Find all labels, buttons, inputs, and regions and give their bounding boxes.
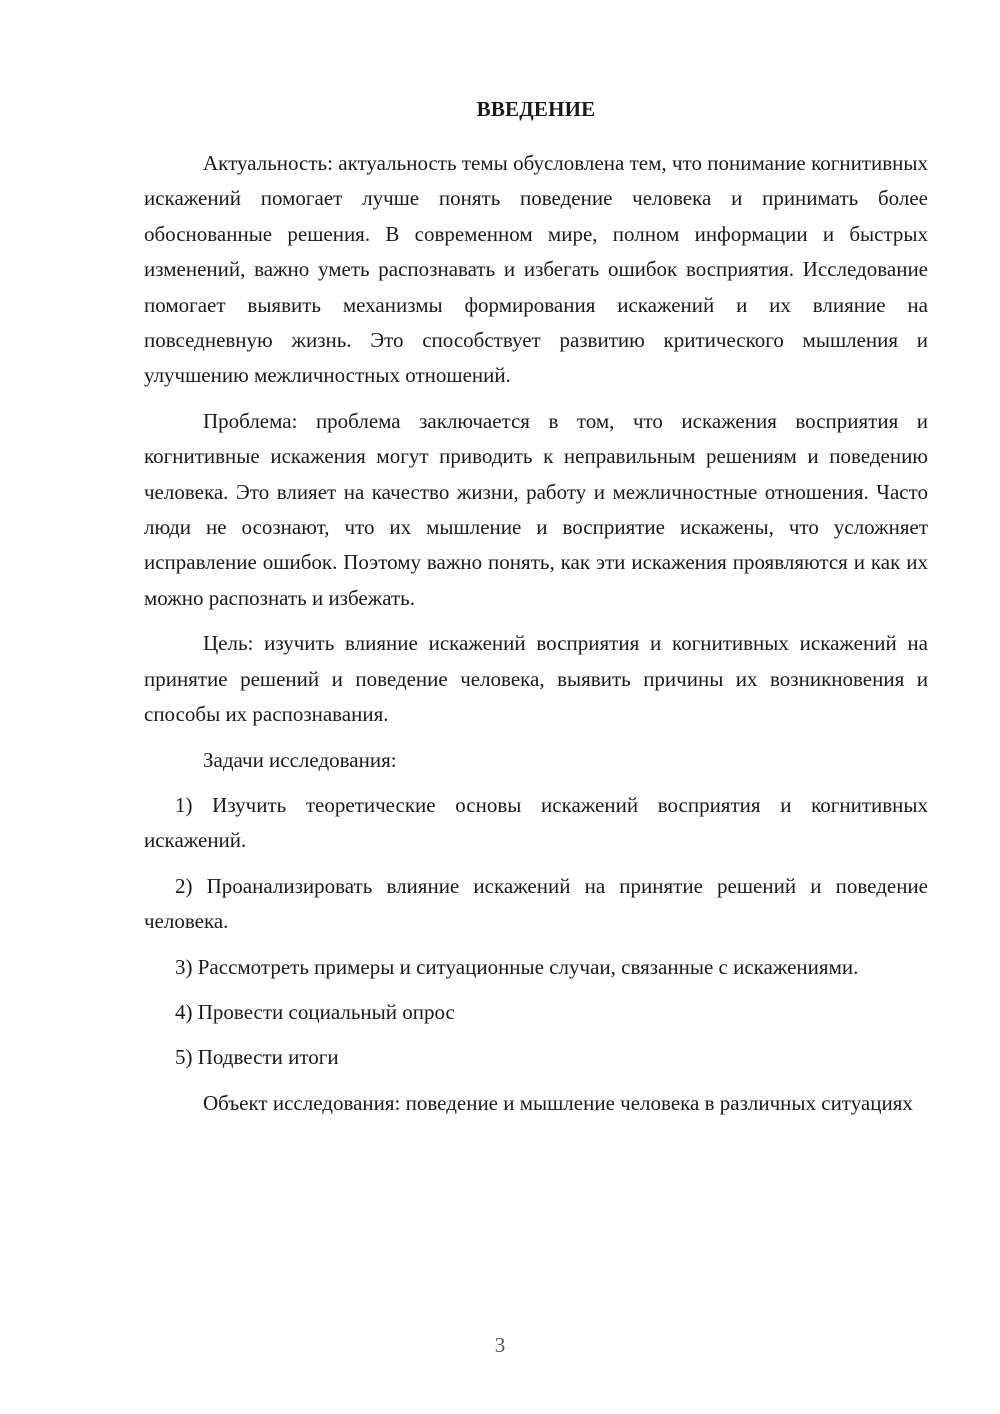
paragraph-relevance: Актуальность: актуальность темы обусловлена тем, что понимание когнитивных искажений помогает лучше понять поведение человека и принимать более обоснованные решения. В современном мире, полном информации и быстрых изменений, важно уметь распознавать и избегать ошибок восприятия. Исследование помогает выявить механизмы формирования искажений и их влияние на повседневную жизнь. Это способствует развитию критического мышления и улучшению межличностных отношений. (144, 151, 928, 388)
paragraph-problem: Проблема: проблема заключается в том, что искажения восприятия и когнитивные искажения могут приводить к неправильным решениям и поведению человека. Это влияет на качество жизни, работу и межличностные отношения. Часто люди не осознают, что их мышление и восприятие искажены, что усложняет исправление ошибок. Поэтому важно понять, как эти искажения проявляются и как их можно распознать и избежать. (144, 408, 928, 610)
task-item-5: 5) Подвести итоги (175, 1045, 339, 1070)
section-title: ВВЕДЕНИЕ (476, 97, 596, 121)
task-item-1: 1) Изучить теоретические основы искажений восприятия и когнитивных искажений. (144, 792, 928, 853)
paragraph-object: Объект исследования: поведение и мышление человека в различных ситуациях (203, 1090, 913, 1115)
task-item-3: 3) Рассмотреть примеры и ситуационные случаи, связанные с искажениями. (175, 954, 859, 979)
paragraph-goal: Цель: изучить влияние искажений восприятия и когнитивных искажений на принятие решений и поведение человека, выявить причины их возникновения и способы их распознавания. (144, 631, 928, 727)
paragraph-tasks-heading: Задачи исследования: (203, 747, 397, 772)
task-item-2: 2) Проанализировать влияние искажений на принятие решений и поведение человека. (144, 873, 928, 934)
title-spacer (144, 127, 928, 146)
page-number: 3 (494, 1333, 506, 1357)
document-page (144, 92, 928, 1131)
task-item-4: 4) Провести социальный опрос (175, 999, 455, 1024)
